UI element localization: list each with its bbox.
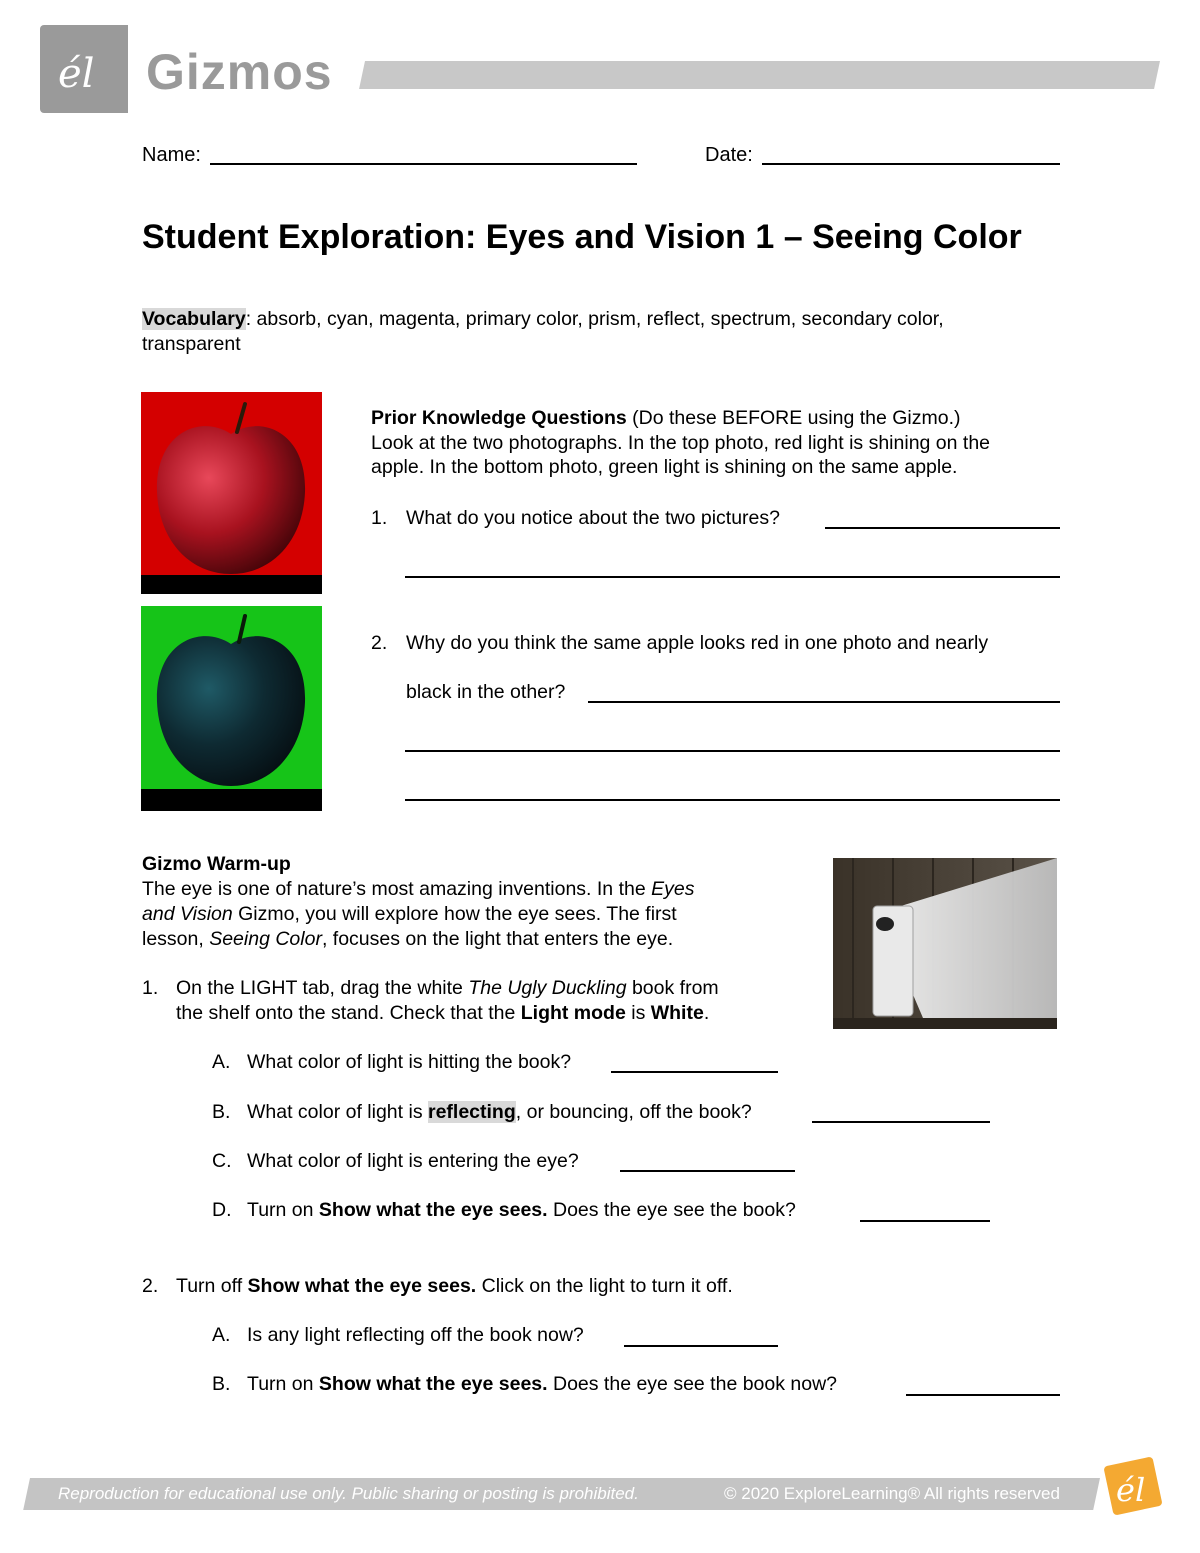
vocabulary-terms: absorb, cyan, magenta, primary color, prism, reflect, spectrum, secondary color,	[251, 308, 944, 330]
wu-q2-number: 2.	[142, 1275, 159, 1297]
wu-q2A-answer[interactable]	[624, 1345, 778, 1347]
wu-q2-text: Turn off Show what the eye sees. Click on the light to turn it off.	[176, 1275, 733, 1297]
vocabulary: Vocabulary: absorb, cyan, magenta, primary color, prism, reflect, spectrum, secondary color,	[142, 308, 944, 330]
header-bar	[359, 61, 1160, 89]
date-label: Date:	[705, 144, 753, 166]
wu-q1A-answer[interactable]	[611, 1071, 778, 1073]
wu-q2B-letter: B.	[212, 1373, 231, 1395]
wu-q1D-letter: D.	[212, 1199, 232, 1221]
wu-q1-line-2: the shelf onto the stand. Check that the Light mode is White.	[176, 1002, 710, 1024]
wu-q2B-answer[interactable]	[906, 1394, 1060, 1396]
pk-q1-answer-line-1[interactable]	[825, 527, 1060, 529]
pk-q2-text-2: black in the other?	[406, 681, 566, 703]
wu-q1B-answer[interactable]	[812, 1121, 990, 1123]
page-title: Student Exploration: Eyes and Vision 1 – Seeing Color	[142, 218, 1022, 256]
prior-knowledge-heading-line: Prior Knowledge Questions (Do these BEFORE using the Gizmo.)	[371, 407, 961, 429]
wu-q1A-text: What color of light is hitting the book?	[247, 1051, 572, 1073]
prior-knowledge-intro-2: apple. In the bottom photo, green light is shining on the same apple.	[371, 456, 958, 478]
date-field[interactable]	[762, 163, 1060, 165]
name-field[interactable]	[210, 163, 637, 165]
footer-disclaimer: Reproduction for educational use only. Public sharing or posting is prohibited.	[58, 1484, 639, 1503]
pk-q2-answer-line-3[interactable]	[405, 799, 1060, 801]
pk-q2-answer-line-2[interactable]	[405, 750, 1060, 752]
apple-red-light-photo	[141, 392, 322, 594]
pk-q1-answer-line-2[interactable]	[405, 576, 1060, 578]
wu-q1A-letter: A.	[212, 1051, 231, 1073]
pk-q2-answer-line-1[interactable]	[588, 701, 1060, 703]
explorelearning-logo	[40, 25, 128, 113]
wu-q1-line-1: On the LIGHT tab, drag the white The Ugly Duckling book from	[176, 977, 719, 999]
el-logo-icon	[54, 45, 116, 95]
pk-q2-number: 2.	[371, 632, 388, 654]
footer-copyright: © 2020 ExploreLearning® All rights reserved	[724, 1484, 1060, 1503]
wu-q1B-text: What color of light is reflecting, or bouncing, off the book?	[247, 1101, 752, 1123]
reflecting-term: reflecting	[427, 1101, 516, 1123]
wu-q1C-letter: C.	[212, 1150, 232, 1172]
gizmo-screenshot	[833, 858, 1057, 1029]
prior-knowledge-heading: Prior Knowledge Questions	[371, 407, 627, 429]
wu-q1B-letter: B.	[212, 1101, 231, 1123]
wu-q2B-text: Turn on Show what the eye sees. Does the eye see the book now?	[247, 1373, 838, 1395]
wu-q1-number: 1.	[142, 977, 159, 999]
brand-name: Gizmos	[146, 44, 333, 100]
svg-text:él: él	[58, 51, 95, 95]
name-label: Name:	[142, 144, 201, 166]
wu-q1D-answer[interactable]	[860, 1220, 990, 1222]
wu-q1C-answer[interactable]	[620, 1170, 795, 1172]
pk-q2-text-1: Why do you think the same apple looks red in one photo and nearly	[406, 632, 989, 654]
pk-q1-number: 1.	[371, 507, 388, 529]
warmup-paragraph-line-1: The eye is one of nature’s most amazing inventions. In the Eyes	[142, 878, 695, 900]
wu-q1C-text: What color of light is entering the eye?	[247, 1150, 579, 1172]
wu-q2A-letter: A.	[212, 1324, 231, 1346]
explorelearning-badge-icon	[1102, 1455, 1164, 1517]
wu-q1D-text: Turn on Show what the eye sees. Does the eye see the book?	[247, 1199, 796, 1221]
prior-knowledge-intro-1: Look at the two photographs. In the top photo, red light is shining on the	[371, 432, 991, 454]
vocabulary-label: Vocabulary	[142, 308, 246, 330]
warmup-paragraph-line-2: and Vision Gizmo, you will explore how the eye sees. The first	[142, 903, 677, 925]
apple-green-light-photo	[141, 606, 322, 811]
warmup-paragraph-line-3: lesson, Seeing Color, focuses on the light that enters the eye.	[142, 928, 674, 950]
warmup-heading: Gizmo Warm-up	[142, 853, 291, 875]
vocabulary-terms-cont: transparent	[142, 333, 241, 355]
wu-q2A-text: Is any light reflecting off the book now?	[247, 1324, 584, 1346]
pk-q1-text: What do you notice about the two pictures?	[406, 507, 780, 529]
svg-text:él: él	[1116, 1471, 1146, 1509]
